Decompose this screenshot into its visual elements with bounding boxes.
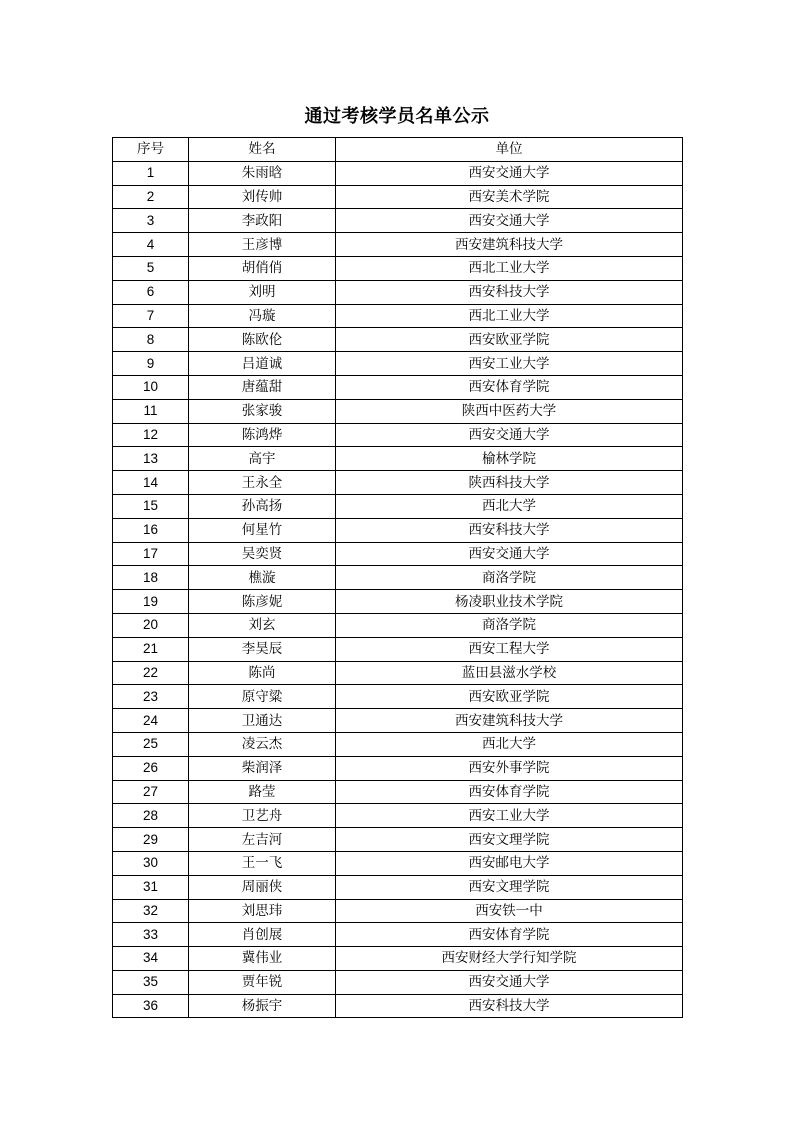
serial-number-cell: 11	[113, 399, 189, 423]
name-cell: 柴润泽	[189, 756, 336, 780]
unit-cell: 西安体育学院	[336, 923, 683, 947]
unit-cell: 西安工业大学	[336, 352, 683, 376]
name-cell: 卫艺舟	[189, 804, 336, 828]
table-row	[113, 542, 683, 566]
header-serial-number: 序号	[113, 138, 189, 162]
table-row	[113, 709, 683, 733]
unit-cell: 西安交通大学	[336, 542, 683, 566]
unit-cell: 西安欧亚学院	[336, 328, 683, 352]
unit-cell: 杨凌职业技术学院	[336, 590, 683, 614]
table-row	[113, 780, 683, 804]
serial-number-cell: 26	[113, 756, 189, 780]
table-row	[113, 851, 683, 875]
name-cell: 吕道诚	[189, 352, 336, 376]
table-row	[113, 685, 683, 709]
table-row	[113, 375, 683, 399]
serial-number-cell: 27	[113, 780, 189, 804]
serial-number-cell: 13	[113, 447, 189, 471]
name-cell: 王永全	[189, 471, 336, 495]
serial-number-cell: 19	[113, 590, 189, 614]
table-row	[113, 590, 683, 614]
name-cell: 张家骏	[189, 399, 336, 423]
serial-number-cell: 2	[113, 185, 189, 209]
page-title: 通过考核学员名单公示	[304, 106, 490, 127]
table-row	[113, 518, 683, 542]
name-cell: 陈欧伦	[189, 328, 336, 352]
unit-cell: 西安体育学院	[336, 780, 683, 804]
table-row	[113, 875, 683, 899]
name-cell: 孙高扬	[189, 494, 336, 518]
unit-cell: 西安科技大学	[336, 518, 683, 542]
serial-number-cell: 35	[113, 970, 189, 994]
serial-number-cell: 31	[113, 875, 189, 899]
unit-cell: 西安建筑科技大学	[336, 709, 683, 733]
serial-number-cell: 12	[113, 423, 189, 447]
table-row	[113, 399, 683, 423]
serial-number-cell: 36	[113, 994, 189, 1018]
table-row	[113, 566, 683, 590]
name-cell: 何星竹	[189, 518, 336, 542]
unit-cell: 西安文理学院	[336, 828, 683, 852]
unit-cell: 西安文理学院	[336, 875, 683, 899]
unit-cell: 西北大学	[336, 494, 683, 518]
unit-cell: 商洛学院	[336, 613, 683, 637]
serial-number-cell: 32	[113, 899, 189, 923]
unit-cell: 西北工业大学	[336, 256, 683, 280]
unit-cell: 西安工业大学	[336, 804, 683, 828]
table-row	[113, 947, 683, 971]
name-cell: 冯璇	[189, 304, 336, 328]
unit-cell: 西北大学	[336, 732, 683, 756]
unit-cell: 西安交通大学	[336, 209, 683, 233]
name-cell: 陈尚	[189, 661, 336, 685]
header-name: 姓名	[189, 138, 336, 162]
table-row	[113, 661, 683, 685]
unit-cell: 西安财经大学行知学院	[336, 947, 683, 971]
serial-number-cell: 8	[113, 328, 189, 352]
name-cell: 陈鸿烨	[189, 423, 336, 447]
table-row	[113, 613, 683, 637]
name-cell: 胡俏俏	[189, 256, 336, 280]
table-row	[113, 994, 683, 1018]
serial-number-cell: 7	[113, 304, 189, 328]
unit-cell: 西安体育学院	[336, 375, 683, 399]
unit-cell: 西安外事学院	[336, 756, 683, 780]
serial-number-cell: 23	[113, 685, 189, 709]
name-cell: 刘玄	[189, 613, 336, 637]
unit-cell: 西安建筑科技大学	[336, 233, 683, 257]
unit-cell: 西安交通大学	[336, 161, 683, 185]
unit-cell: 陕西科技大学	[336, 471, 683, 495]
unit-cell: 西安交通大学	[336, 423, 683, 447]
unit-cell: 西安科技大学	[336, 994, 683, 1018]
name-cell: 唐蕴甜	[189, 375, 336, 399]
name-cell: 杨振宇	[189, 994, 336, 1018]
name-cell: 朱雨晗	[189, 161, 336, 185]
table-body	[113, 161, 683, 1018]
table-row	[113, 256, 683, 280]
table-row	[113, 637, 683, 661]
name-cell: 李昊辰	[189, 637, 336, 661]
table-row	[113, 756, 683, 780]
serial-number-cell: 1	[113, 161, 189, 185]
serial-number-cell: 10	[113, 375, 189, 399]
table-row	[113, 899, 683, 923]
table-header-row	[113, 138, 683, 162]
serial-number-cell: 22	[113, 661, 189, 685]
unit-cell: 蓝田县滋水学校	[336, 661, 683, 685]
table-row	[113, 304, 683, 328]
serial-number-cell: 18	[113, 566, 189, 590]
serial-number-cell: 33	[113, 923, 189, 947]
name-cell: 刘传帅	[189, 185, 336, 209]
table-row	[113, 423, 683, 447]
table-row	[113, 328, 683, 352]
serial-number-cell: 21	[113, 637, 189, 661]
serial-number-cell: 6	[113, 280, 189, 304]
table-row	[113, 447, 683, 471]
serial-number-cell: 24	[113, 709, 189, 733]
serial-number-cell: 17	[113, 542, 189, 566]
serial-number-cell: 29	[113, 828, 189, 852]
name-cell: 贾年锐	[189, 970, 336, 994]
unit-cell: 西安美术学院	[336, 185, 683, 209]
serial-number-cell: 34	[113, 947, 189, 971]
serial-number-cell: 3	[113, 209, 189, 233]
unit-cell: 榆林学院	[336, 447, 683, 471]
serial-number-cell: 9	[113, 352, 189, 376]
serial-number-cell: 5	[113, 256, 189, 280]
name-cell: 周丽侠	[189, 875, 336, 899]
serial-number-cell: 4	[113, 233, 189, 257]
name-cell: 王一飞	[189, 851, 336, 875]
name-cell: 路莹	[189, 780, 336, 804]
serial-number-cell: 30	[113, 851, 189, 875]
table-row	[113, 970, 683, 994]
serial-number-cell: 25	[113, 732, 189, 756]
table-row	[113, 233, 683, 257]
table-row	[113, 161, 683, 185]
unit-cell: 西安铁一中	[336, 899, 683, 923]
roster-table	[112, 137, 683, 1018]
unit-cell: 陕西中医药大学	[336, 399, 683, 423]
table-row	[113, 923, 683, 947]
table-row	[113, 280, 683, 304]
name-cell: 樵漩	[189, 566, 336, 590]
table-row	[113, 209, 683, 233]
unit-cell: 西安工程大学	[336, 637, 683, 661]
name-cell: 陈彦妮	[189, 590, 336, 614]
unit-cell: 西安科技大学	[336, 280, 683, 304]
serial-number-cell: 14	[113, 471, 189, 495]
table-row	[113, 732, 683, 756]
name-cell: 高宇	[189, 447, 336, 471]
name-cell: 凌云杰	[189, 732, 336, 756]
serial-number-cell: 28	[113, 804, 189, 828]
unit-cell: 商洛学院	[336, 566, 683, 590]
table-row	[113, 352, 683, 376]
name-cell: 吴奕贤	[189, 542, 336, 566]
name-cell: 肖创展	[189, 923, 336, 947]
name-cell: 左吉河	[189, 828, 336, 852]
table-row	[113, 494, 683, 518]
name-cell: 冀伟业	[189, 947, 336, 971]
unit-cell: 西安欧亚学院	[336, 685, 683, 709]
name-cell: 卫通达	[189, 709, 336, 733]
unit-cell: 西北工业大学	[336, 304, 683, 328]
table-row	[113, 471, 683, 495]
table-row	[113, 804, 683, 828]
serial-number-cell: 16	[113, 518, 189, 542]
name-cell: 王彦博	[189, 233, 336, 257]
header-unit: 单位	[336, 138, 683, 162]
unit-cell: 西安交通大学	[336, 970, 683, 994]
table-row	[113, 828, 683, 852]
serial-number-cell: 20	[113, 613, 189, 637]
name-cell: 李政阳	[189, 209, 336, 233]
name-cell: 刘思玮	[189, 899, 336, 923]
table-row	[113, 185, 683, 209]
serial-number-cell: 15	[113, 494, 189, 518]
name-cell: 刘明	[189, 280, 336, 304]
unit-cell: 西安邮电大学	[336, 851, 683, 875]
name-cell: 原守粱	[189, 685, 336, 709]
